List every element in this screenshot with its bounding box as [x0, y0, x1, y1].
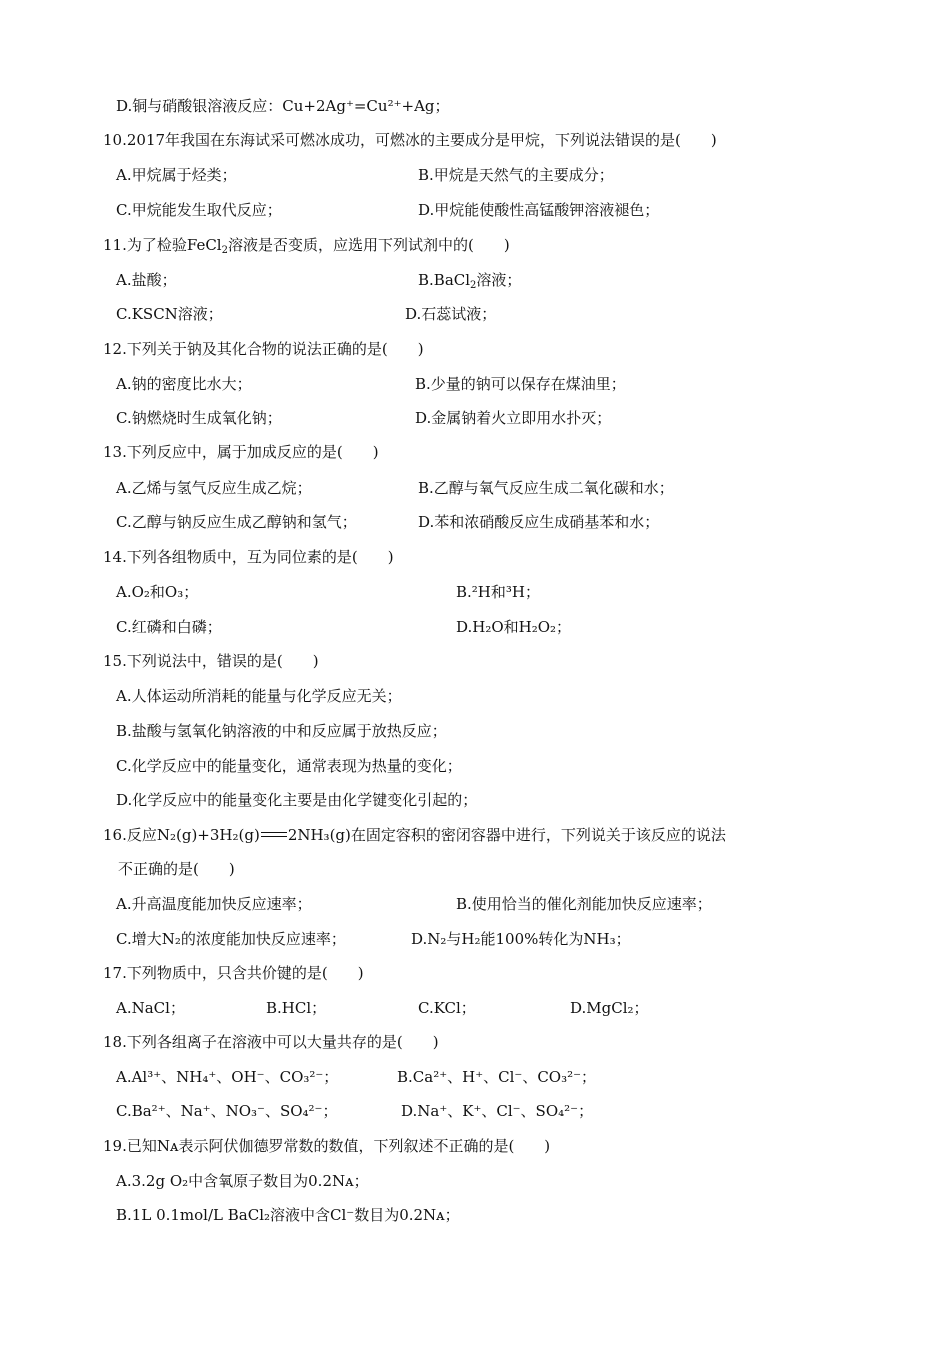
- q17-stem: 17.下列物质中，只含共价键的是( ): [103, 964, 364, 982]
- q11-option-c: C.KSCN溶液；: [116, 305, 223, 323]
- q14-option-a: A.O₂和O₃；: [116, 583, 199, 601]
- q15-option-d: D.化学反应中的能量变化主要是由化学键变化引起的；: [116, 791, 478, 809]
- q18-option-a: A.Al³⁺、NH₄⁺、OH⁻、CO₃²⁻；: [116, 1068, 339, 1086]
- q15-option-b: B.盐酸与氢氧化钠溶液的中和反应属于放热反应；: [116, 722, 447, 740]
- q19-option-b: B.1L 0.1mol/L BaCl₂溶液中含Cl⁻数目为0.2Nᴀ；: [116, 1206, 460, 1224]
- option-d-prev: D.铜与硝酸银溶液反应：Cu+2Ag⁺=Cu²⁺+Ag；: [116, 97, 450, 115]
- q12-option-d: D.金属钠着火立即用水扑灭；: [415, 409, 612, 427]
- q12-option-b: B.少量的钠可以保存在煤油里；: [415, 375, 626, 393]
- q14-stem: 14.下列各组物质中，互为同位素的是( ): [103, 548, 394, 566]
- q18-option-d: D.Na⁺、K⁺、Cl⁻、SO₄²⁻；: [401, 1102, 594, 1120]
- q16-option-d: D.N₂与H₂能100%转化为NH₃；: [411, 930, 631, 948]
- q16-stem-cont: 不正确的是( ): [118, 860, 235, 878]
- q15-stem: 15.下列说法中，错误的是( ): [103, 652, 319, 670]
- q10-option-a: A.甲烷属于烃类；: [116, 166, 237, 184]
- q16-option-a: A.升高温度能加快反应速率；: [116, 895, 312, 913]
- q14-option-b: B.²H和³H；: [456, 583, 540, 601]
- q11-option-d: D.石蕊试液；: [405, 305, 497, 323]
- q11-stem: 11.为了检验FeCl$_2$溶液是否变质，应选用下列试剂中的( ): [103, 236, 510, 256]
- q13-option-b: B.乙醇与氧气反应生成二氧化碳和水；: [418, 479, 674, 497]
- q10-option-b: B.甲烷是天然气的主要成分；: [418, 166, 614, 184]
- q13-option-d: D.苯和浓硝酸反应生成硝基苯和水；: [418, 513, 660, 531]
- q19-option-a: A.3.2g O₂中含氧原子数目为0.2Nᴀ；: [116, 1172, 369, 1190]
- q12-option-a: A.钠的密度比水大；: [116, 375, 252, 393]
- q14-option-d: D.H₂O和H₂O₂；: [456, 618, 572, 636]
- q10-option-c: C.甲烷能发生取代反应；: [116, 201, 282, 219]
- q18-option-c: C.Ba²⁺、Na⁺、NO₃⁻、SO₄²⁻；: [116, 1102, 338, 1120]
- q11-option-a: A.盐酸；: [116, 271, 177, 289]
- q18-option-b: B.Ca²⁺、H⁺、Cl⁻、CO₃²⁻；: [397, 1068, 597, 1086]
- q17-option-d: D.MgCl₂；: [570, 999, 649, 1017]
- q16-option-b: B.使用恰当的催化剂能加快反应速率；: [456, 895, 712, 913]
- q15-option-a: A.人体运动所消耗的能量与化学反应无关；: [116, 687, 402, 705]
- q17-option-c: C.KCl；: [418, 999, 476, 1017]
- q11-option-b: B.BaCl$_2$溶液；: [418, 271, 522, 291]
- q17-option-a: A.NaCl；: [116, 999, 185, 1017]
- q13-option-a: A.乙烯与氢气反应生成乙烷；: [116, 479, 312, 497]
- q10-option-d: D.甲烷能使酸性高锰酸钾溶液褪色；: [418, 201, 660, 219]
- q17-option-b: B.HCl；: [266, 999, 327, 1017]
- q16-stem: 16.反应N₂(g)+3H₂(g) 2NH₃(g)在固定容积的密闭容器中进行，下列说关于该反应的说法: [103, 826, 726, 844]
- q14-option-c: C.红磷和白磷；: [116, 618, 222, 636]
- equilibrium-arrow-icon: [261, 831, 287, 839]
- q19-stem: 19.已知Nᴀ表示阿伏伽德罗常数的数值，下列叙述不正确的是( ): [103, 1137, 551, 1155]
- q13-stem: 13.下列反应中，属于加成反应的是( ): [103, 443, 379, 461]
- q12-stem: 12.下列关于钠及其化合物的说法正确的是( ): [103, 340, 424, 358]
- q15-option-c: C.化学反应中的能量变化，通常表现为热量的变化；: [116, 757, 462, 775]
- q18-stem: 18.下列各组离子在溶液中可以大量共存的是( ): [103, 1033, 439, 1051]
- q16-option-c: C.增大N₂的浓度能加快反应速率；: [116, 930, 346, 948]
- q13-option-c: C.乙醇与钠反应生成乙醇钠和氢气；: [116, 513, 357, 531]
- q10-stem: 10.2017年我国在东海试采可燃冰成功，可燃冰的主要成分是甲烷，下列说法错误的是( ): [103, 131, 717, 149]
- q12-option-c: C.钠燃烧时生成氧化钠；: [116, 409, 282, 427]
